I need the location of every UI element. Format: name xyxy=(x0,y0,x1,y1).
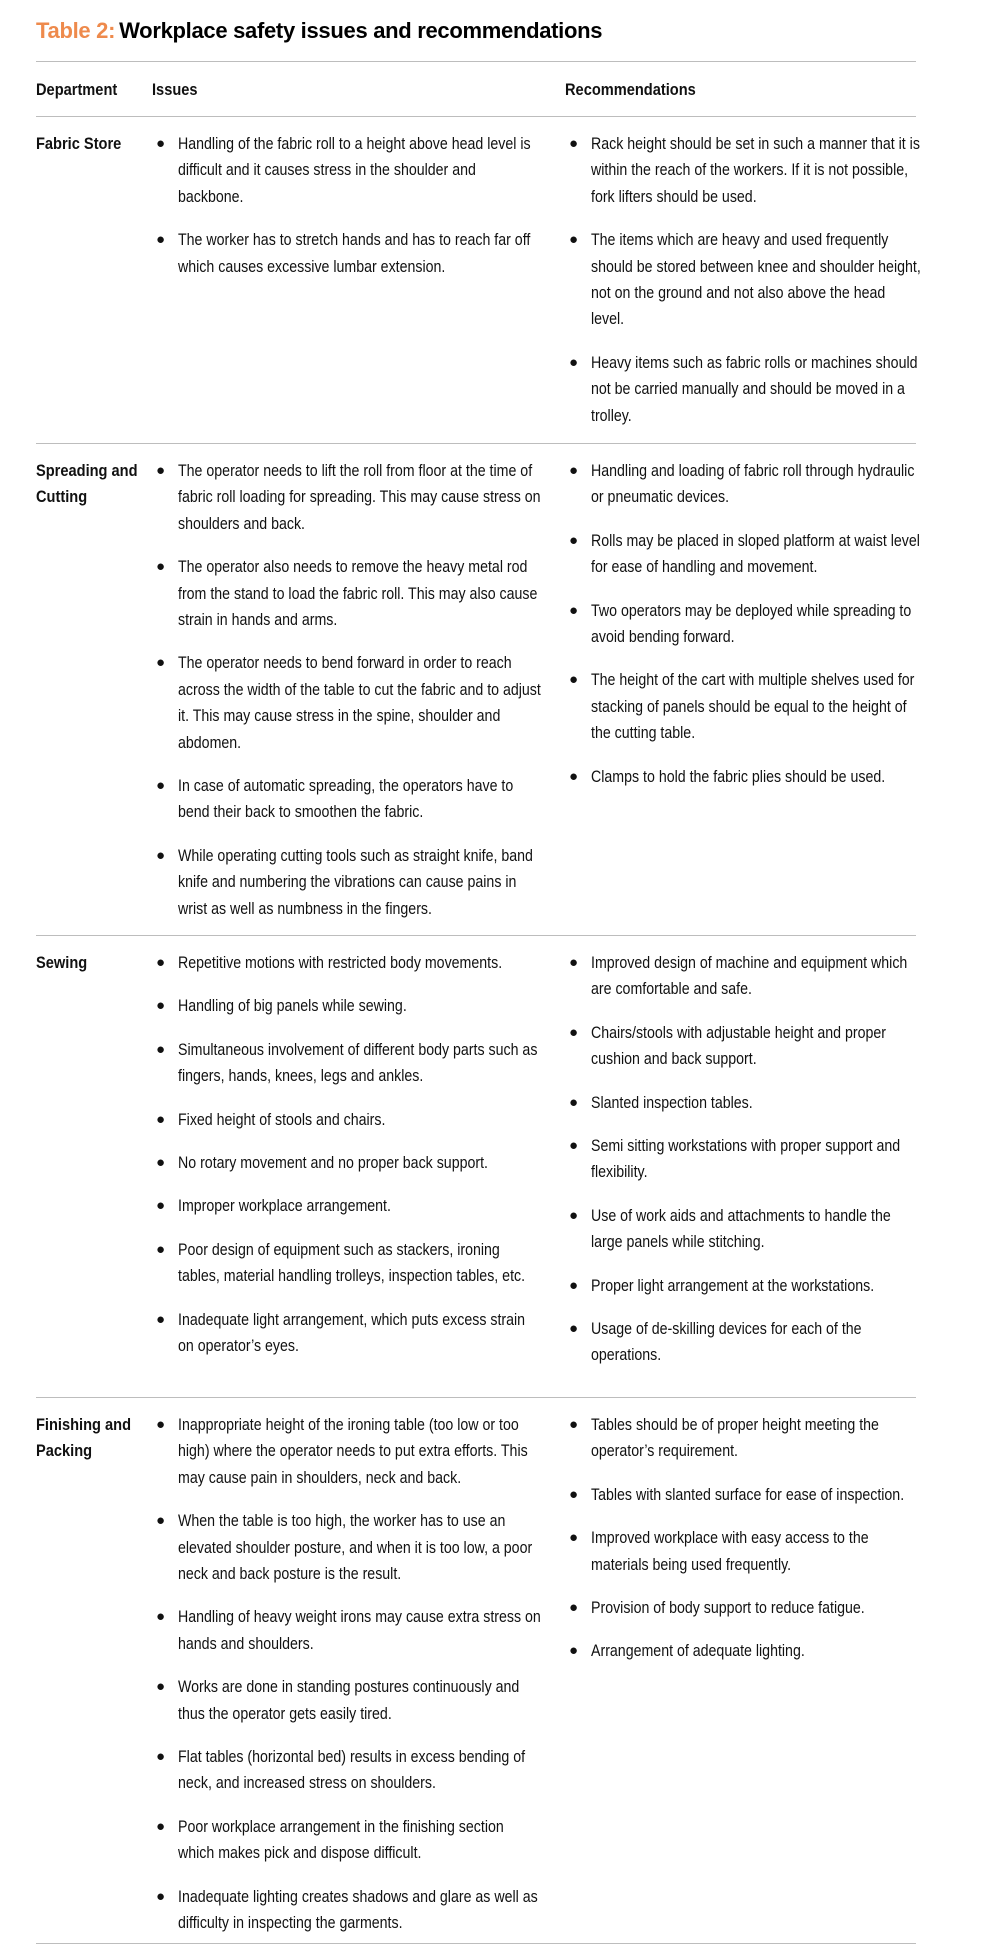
bullet-icon: ● xyxy=(569,1093,579,1111)
bullet-icon: ● xyxy=(156,997,166,1015)
recommendation-item: ● Semi sitting workstations with proper support and flexibility. xyxy=(565,1133,922,1186)
department-cell: Finishing and Packing xyxy=(36,1415,132,1460)
department-cell: Sewing xyxy=(36,953,88,972)
recommendation-item: ● Proper light arrangement at the workstations. xyxy=(565,1273,922,1299)
bullet-icon: ● xyxy=(156,654,166,672)
issue-item: ● Handling of big panels while sewing. xyxy=(152,993,544,1019)
bullet-icon: ● xyxy=(569,462,579,479)
bullet-icon: ● xyxy=(156,558,166,576)
recommendation-item: ● Rolls may be placed in sloped platform at waist level for ease of handling and movement. xyxy=(565,528,922,581)
bullet-icon: ● xyxy=(156,1748,166,1766)
recommendation-item: ● Tables should be of proper height meeting the operator’s requirement. xyxy=(565,1412,922,1465)
recommendations-list xyxy=(565,950,922,1369)
bullet-icon: ● xyxy=(569,954,579,971)
bottom-rule xyxy=(36,1943,916,1944)
header-issues: Issues xyxy=(152,80,198,99)
issue-item: ● The operator needs to lift the roll from floor at the time of fabric roll loading for spreading. This may cause stress on shoulders and back. xyxy=(152,458,544,537)
bullet-icon: ● xyxy=(156,462,166,479)
bullet-icon: ● xyxy=(156,1608,166,1626)
table-label: Table 2: xyxy=(36,18,116,43)
table-caption xyxy=(36,18,602,44)
bullet-icon: ● xyxy=(156,1197,166,1215)
department-cell: Spreading and Cutting xyxy=(36,461,138,506)
issue-item: ● Inadequate light arrangement, which puts excess strain on operator’s eyes. xyxy=(152,1307,544,1360)
issue-item: ● Poor design of equipment such as stackers, ironing tables, material handling trolleys, inspection tables, etc. xyxy=(152,1237,544,1290)
issue-item: ● While operating cutting tools such as straight knife, band knife and numbering the vibrations can cause pains in wrist as well as numbness in the fingers. xyxy=(152,843,544,922)
issue-item: ● Fixed height of stools and chairs. xyxy=(152,1107,544,1133)
recommendation-item: ● Chairs/stools with adjustable height and proper cushion and back support. xyxy=(565,1020,922,1073)
bullet-icon: ● xyxy=(569,1023,579,1041)
row-rule xyxy=(36,935,916,936)
header-rule xyxy=(36,116,916,117)
bullet-icon: ● xyxy=(156,1817,166,1835)
issue-item: ● Inadequate lighting creates shadows and glare as well as difficulty in inspecting the garments. xyxy=(152,1884,544,1937)
recommendation-item: ● Handling and loading of fabric roll through hydraulic or pneumatic devices. xyxy=(565,458,922,511)
recommendation-item: ● Improved workplace with easy access to the materials being used frequently. xyxy=(565,1525,922,1578)
recommendation-item: ● Slanted inspection tables. xyxy=(565,1090,922,1116)
bullet-icon: ● xyxy=(156,954,166,971)
issues-list xyxy=(152,131,544,280)
bullet-icon: ● xyxy=(569,1416,579,1433)
bullet-icon: ● xyxy=(569,1599,579,1617)
issues-list xyxy=(152,1412,544,1937)
row-rule xyxy=(36,1397,916,1398)
bullet-icon: ● xyxy=(156,1110,166,1128)
issue-item: ● Poor workplace arrangement in the finishing section which makes pick and dispose difficult. xyxy=(152,1814,544,1867)
issue-item: ● Improper workplace arrangement. xyxy=(152,1193,544,1219)
bullet-icon: ● xyxy=(156,1040,166,1058)
bullet-icon: ● xyxy=(569,1320,579,1338)
issue-item: ● When the table is too high, the worker has to use an elevated shoulder posture, and when it is too low, a poor neck and back posture is the result. xyxy=(152,1508,544,1587)
recommendations-list xyxy=(565,458,922,790)
bullet-icon: ● xyxy=(569,353,579,371)
bullet-icon: ● xyxy=(569,767,579,785)
bullet-icon: ● xyxy=(569,1529,579,1547)
recommendation-item: ● Tables with slanted surface for ease of inspection. xyxy=(565,1482,922,1508)
bullet-icon: ● xyxy=(569,671,579,689)
issue-item: ● The worker has to stretch hands and has to reach far off which causes excessive lumbar extension. xyxy=(152,227,544,280)
recommendations-list xyxy=(565,1412,922,1665)
issue-item: ● Flat tables (horizontal bed) results in excess bending of neck, and increased stress on shoulders. xyxy=(152,1744,544,1797)
recommendation-item: ● Clamps to hold the fabric plies should be used. xyxy=(565,764,922,790)
bullet-icon: ● xyxy=(156,1310,166,1328)
issue-item: ● No rotary movement and no proper back support. xyxy=(152,1150,544,1176)
header-recommendations: Recommendations xyxy=(565,80,696,99)
top-rule xyxy=(36,61,916,62)
bullet-icon: ● xyxy=(569,1485,579,1503)
bullet-icon: ● xyxy=(156,1512,166,1530)
recommendation-item: ● Two operators may be deployed while spreading to avoid bending forward. xyxy=(565,598,922,651)
issue-item: ● Simultaneous involvement of different body parts such as fingers, hands, knees, legs and ankles. xyxy=(152,1037,544,1090)
issue-item: ● In case of automatic spreading, the operators have to bend their back to smoothen the fabric. xyxy=(152,773,544,826)
issue-item: ● Repetitive motions with restricted body movements. xyxy=(152,950,544,976)
bullet-icon: ● xyxy=(569,135,579,152)
issue-item: ● Inappropriate height of the ironing table (too low or too high) where the operator needs to put extra efforts. This may cause pain in shoulders, neck and back. xyxy=(152,1412,544,1491)
bullet-icon: ● xyxy=(156,135,166,152)
issue-item: ● The operator needs to bend forward in order to reach across the width of the table to cut the fabric and to adjust it. This may cause stress in the spine, shoulder and abdomen. xyxy=(152,650,544,756)
bullet-icon: ● xyxy=(569,231,579,249)
bullet-icon: ● xyxy=(569,1206,579,1224)
row-rule xyxy=(36,443,916,444)
recommendation-item: ● The height of the cart with multiple shelves used for stacking of panels should be equal to the height of the cutting table. xyxy=(565,667,922,746)
issue-item: ● Handling of the fabric roll to a height above head level is difficult and it causes stress in the shoulder and backbone. xyxy=(152,131,544,210)
recommendation-item: ● Rack height should be set in such a manner that it is within the reach of the workers. If it is not possible, fork lifters should be used. xyxy=(565,131,922,210)
bullet-icon: ● xyxy=(569,1137,579,1155)
bullet-icon: ● xyxy=(156,1240,166,1258)
bullet-icon: ● xyxy=(569,531,579,549)
bullet-icon: ● xyxy=(156,846,166,864)
recommendations-list xyxy=(565,131,922,429)
bullet-icon: ● xyxy=(156,1678,166,1696)
header-department: Department xyxy=(36,80,118,99)
bullet-icon: ● xyxy=(156,777,166,795)
recommendation-item: ● Use of work aids and attachments to handle the large panels while stitching. xyxy=(565,1203,922,1256)
bullet-icon: ● xyxy=(569,601,579,619)
table-title: Workplace safety issues and recommendations xyxy=(119,18,603,43)
bullet-icon: ● xyxy=(156,231,166,249)
issue-item: ● Handling of heavy weight irons may cause extra stress on hands and shoulders. xyxy=(152,1604,544,1657)
issues-list xyxy=(152,458,544,922)
recommendation-item: ● Usage of de-skilling devices for each of the operations. xyxy=(565,1316,922,1369)
bullet-icon: ● xyxy=(156,1416,166,1433)
recommendation-item: ● Provision of body support to reduce fatigue. xyxy=(565,1595,922,1621)
issue-item: ● The operator also needs to remove the heavy metal rod from the stand to load the fabric roll. This may also cause strain in hands and arms. xyxy=(152,554,544,633)
recommendation-item: ● Arrangement of adequate lighting. xyxy=(565,1638,922,1664)
recommendation-item: ● Improved design of machine and equipment which are comfortable and safe. xyxy=(565,950,922,1003)
recommendation-item: ● Heavy items such as fabric rolls or machines should not be carried manually and should be moved in a trolley. xyxy=(565,350,922,429)
issue-item: ● Works are done in standing postures continuously and thus the operator gets easily tired. xyxy=(152,1674,544,1727)
bullet-icon: ● xyxy=(156,1154,166,1172)
bullet-icon: ● xyxy=(569,1642,579,1660)
issues-list xyxy=(152,950,544,1359)
bullet-icon: ● xyxy=(156,1887,166,1905)
bullet-icon: ● xyxy=(569,1276,579,1294)
department-cell: Fabric Store xyxy=(36,134,122,153)
recommendation-item: ● The items which are heavy and used frequently should be stored between knee and shoulder height, not on the ground and not also above the head level. xyxy=(565,227,922,333)
